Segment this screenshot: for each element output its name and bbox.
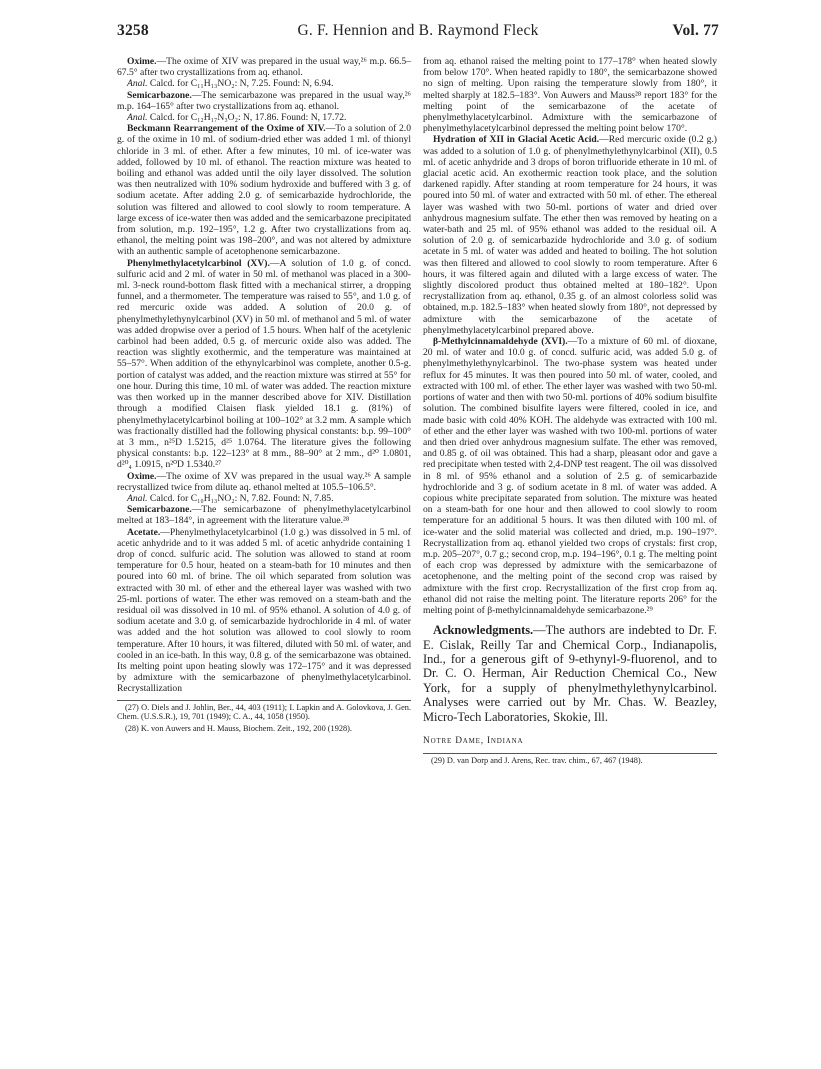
paragraph: Oxime.—The oxime of XIV was prepared in the usual way,²⁶ m.p. 66.5–67.5° after two crystallizations from aq. ethanol. [117, 56, 411, 79]
paragraph: Beckmann Rearrangement of the Oxime of XIV.—To a solution of 2.0 g. of the oxime in 10 ml. of sodium-dried ether was added 1 ml. of thionyl chloride in 3 ml. of ether. After a few minutes, 10 ml. of ice-water was added, followed by 10 ml. of ethanol. The reaction mixture was heated to boiling and ethanol was added until the oily layer dissolved. The solution was then neutralized with 10% sodium hydroxide and buffered with 3 g. of sodium acetate. After adding 2.0 g. of semicarbazide hydrochloride, the solution was filtered and allowed to cool slowly to room temperature. A large excess of ice-water then was added and the semicarbazone precipitated from solution, m.p. 192–195°, 1.2 g. After two crystallizations from aq. ethanol, the melting point was 198–200°, and was not altered by admixture with an authentic sample of acetophenone semicarbazone. [117, 123, 411, 258]
analysis-line: Anal. Calcd. for C₁₀H₁₃NO₂: N, 7.82. Found: N, 7.85. [127, 492, 334, 504]
paragraph: Hydration of XII in Glacial Acetic Acid.—Red mercuric oxide (0.2 g.) was added to a solution of 1.0 g. of phenylmethylethynylcarbinol (XII), 0.5 ml. of acetic anhydride and 3 drops of boron trifluoride etherate in 10 ml. of glacial acetic acid. An exothermic reaction took place, and the solution darkened rapidly. After standing at room temperature for 24 hours, it was poured into 50 ml. of water and extracted with 50 ml. of ether. The ethereal layer was washed with two 50-ml. portions of water and dried over anhydrous magnesium sulfate. The ether then was removed by heating on a water-bath and 25 ml. of 95% ethanol was added to the residual oil. A solution of 2.0 g. of semicarbazide hydrochloride and 3.0 g. of sodium acetate in 5 ml. of water was added and heated to boiling. The hot solution was then filtered and allowed to cool slowly to room temperature. After 6 hours, it was filtered again and diluted with a large excess of water. The slightly discolored product thus obtained melted at 180–182°. Upon recrystallization from aq. ethanol, 0.35 g. of an almost colorless solid was obtained, m.p. 182.5–183° when heated slowly from 180°, not depressed by admixture with the semicarbazone of the acetate of phenylmethylacetylcarbinol prepared above. [423, 134, 717, 336]
footnote: (29) D. van Dorp and J. Arens, Rec. trav. chim., 67, 467 (1948). [431, 755, 643, 765]
running-authors: G. F. Hennion and B. Raymond Fleck [297, 22, 539, 39]
affiliation: Notre Dame, Indiana [423, 736, 524, 747]
right-column [423, 56, 717, 765]
analysis-line: Anal. Calcd. for C₁₁H₁₃NO₂: N, 7.25. Found: N, 6.94. [127, 78, 334, 90]
left-column [117, 56, 411, 733]
footnote-divider [423, 753, 717, 754]
paragraph: Acetate.—Phenylmethylacetylcarbinol (1.0 g.) was dissolved in 5 ml. of acetic anhydride and to it was added 5 ml. of acetic anhydride containing 1 drop of concd. sulfuric acid. The solution was allowed to stand at room temperature for 0.5 hour, heated on a steam-bath for 10 minutes and then poured into 60 ml. of brine. The oil which separated from solution was extracted with 30 ml. of ether and the ethereal layer was washed with two 25-ml. portions of water. The ether was removed on a steam-bath and the residual oil was dissolved in 10 ml. of 95% ethanol. A solution of 4.0 g. of sodium acetate and 3.0 g. of semicarbazide hydrochloride in 4 ml. of water was added and the hot solution was allowed to cool slowly to room temperature. After 10 hours, it was filtered, diluted with 50 ml. of water, and cooled in an ice-bath. In this way, 0.8 g. of the semicarbazone was obtained. Its melting point upon heating slowly was 172–175° and it was depressed by admixture with the semicarbazone of phenylmethylacetylcarbinol. Recrystallization [117, 526, 411, 695]
page-number: 3258 [117, 22, 149, 39]
paragraph: from aq. ethanol raised the melting point to 177–178° when heated slowly from below 170°. When heated rapidly to 180°, the semicarbazone showed no sign of melting. Upon raising the temperature slowly from 180°, it melted sharply at 182.5–183°. Von Auwers and Mauss²⁸ report 183° for the melting point of the semicarbazone of the acetate of phenylmethylacetylcarbinol. Admixture with the semicarbazone of phenylmethylacetylcarbinol depressed the melting point below 170°. [423, 56, 717, 135]
analysis-line: Anal. Calcd. for C₁₂H₁₇N₃O₂: N, 17.86. Found: N, 17.72. [127, 112, 347, 124]
acknowledgments: Acknowledgments.—The authors are indebted to Dr. F. E. Cislak, Reilly Tar and Chemical Corp., Indianapolis, Ind., for a generous gift of 9-ethynyl-9-fluorenol, and to Dr. C. O. Herman, Air Reduction Chemical Co., New York, for a supply of phenylmethylethynylcarbinol. Analyses were carried out by Mr. Chas. W. Beazley, Micro-Tech Laboratories, Skokie, Ill. [423, 623, 717, 724]
paragraph: Semicarbazone.—The semicarbazone of phenylmethylacetylcarbinol melted at 183–184°, in agreement with the literature value.²⁸ [117, 504, 411, 527]
running-header [117, 22, 719, 42]
volume-label: Vol. 77 [672, 22, 719, 39]
paragraph: Phenylmethylacetylcarbinol (XV).—A solution of 1.0 g. of concd. sulfuric acid and 2 ml. of water in 50 ml. of methanol was placed in a 300-ml. 3-neck round-bottom flask fitted with a mechanical stirrer, a dropping funnel, and a thermometer. The temperature was raised to 55°, and 1.0 g. of red mercuric oxide was added. A solution of 20.0 g. of phenylmethylethynylcarbinol (XV) in 50 ml. of methanol and 5 ml. of water was added dropwise over a period of 1.5 hours. When half of the acetylenic carbinol had been added, 0.5 g. of mercuric oxide also was added. The reaction was slightly exothermic, and the temperature was maintained at 55–57°. When addition of the ethynylcarbinol was complete, another 0.5-g. portion of catalyst was added, and the reaction mixture was stirred at 55° for one hour. During this time, 10 ml. of water was added. The reaction mixture was then worked up in the manner described above for XIV. Distillation through a modified Claisen flask yielded 18.1 g. (81%) of phenylmethylacetylcarbinol boiling at 100–102° at 3.2 mm. A sample which was fractionally distilled had the following physical constants: b.p. 99–100° at 3 mm., n²⁵D 1.5215, d²⁵ 1.0764. The literature gives the following physical constants: b.p. 122–123° at 8 mm., 88–90° at 2 mm., d²⁰ 1.0801, d²⁰₄ 1.0915, n²⁰D 1.5340.²⁷ [117, 257, 412, 471]
footnote: (28) K. von Auwers and H. Mauss, Biochem. Zeit., 192, 200 (1928). [125, 723, 352, 733]
paragraph: β-Methylcinnamaldehyde (XVI).—To a mixture of 60 ml. of dioxane, 20 ml. of water and 10.0 g. of concd. sulfuric acid, was added 5.0 g. of phenylmethylethynylcarbinol. The two-phase system was heated under reflux for 45 minutes. It was then poured into 50 ml. of water, cooled, and extracted with 100 ml. of ether. The ether layer was washed with two 50-ml. portions of water and then with two 50-ml. portions of 40% sodium bisulfite solution. The combined bisulfite layers were filtered, cooled in ice, and made basic with cold 40% KOH. The aldehyde was extracted with 100 ml. of ether and the ether layer was washed with two 100-ml. portions of water and then dried over anhydrous magnesium sulfate. The ether was removed, and 0.85 g. of oil was obtained. This had a sharp, pleasant odor and gave a red precipitate when tested with 2,4-DNP test reagent. The oil was dissolved in 8 ml. of 95% ethanol and a solution of 2.5 g. of semicarbazide hydrochloride and 3 g. of sodium acetate in 8 ml. of water was added. A copious white precipitate separated from solution. The mixture was heated on a steam-bath for one hour and then allowed to cool slowly to room temperature for an additional 5 hours. It was then diluted with 100 ml. of ice-water and the solid material was collected and dried, m.p. 190–197°. Recrystallization from aq. ethanol yielded two crops of crystals: first crop, m.p. 205–207°, 0.7 g.; second crop, m.p. 194–196°, 0.1 g. The melting point of each crop was depressed by admixture with the semicarbazone of acetophenone, and the melting point of the second crop was raised by admixture with the first crop. Recrystallization of the first crop from aq. ethanol did not raise the melting point. The literature reports 206° for the melting point of β-methylcinnamaldehyde semicarbazone.²⁹ [423, 336, 718, 616]
footnote-divider [117, 700, 411, 701]
paragraph: Oxime.—The oxime of XV was prepared in the usual way.²⁶ A sample recrystallized twice from dilute aq. ethanol melted at 105.5–106.5°. [117, 470, 411, 493]
paragraph: Semicarbazone.—The semicarbazone was prepared in the usual way,²⁶ m.p. 164–165° after two crystallizations from aq. ethanol. [117, 89, 411, 112]
footnote: (27) O. Diels and J. Johlin, Ber., 44, 403 (1911); I. Lapkin and A. Golovkova, J. Gen. Chem. (U.S.S.R.), 19, 701 (1949); C. A., 44, 1058 (1950). [117, 702, 411, 722]
